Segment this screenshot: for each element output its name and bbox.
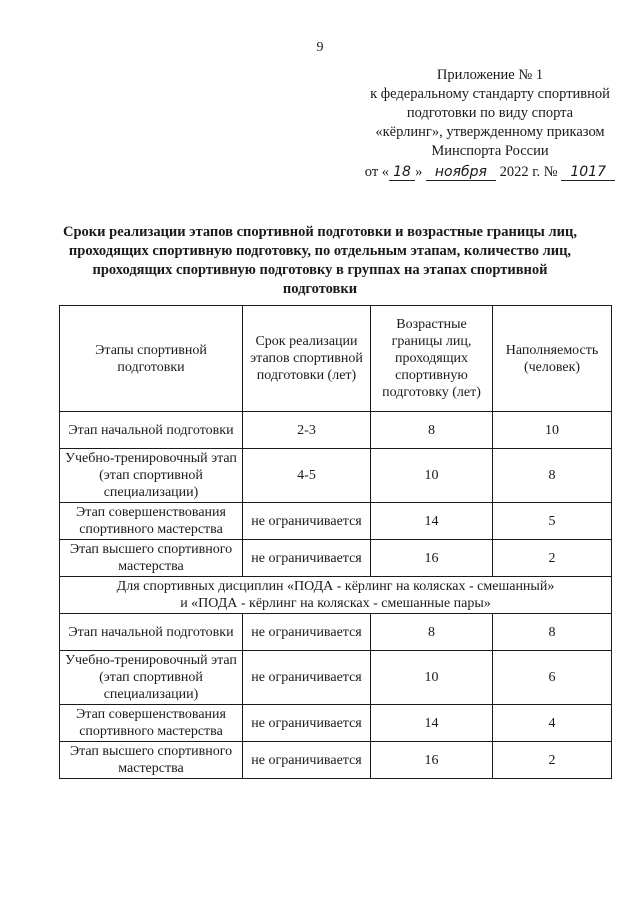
duration-cell: 2-3	[243, 412, 371, 449]
stage-cell: Этап совершенствования спортивного мастерства	[60, 705, 243, 742]
header-cell: Этапы спортивной подготовки	[60, 306, 243, 412]
table-row	[60, 651, 612, 705]
group-size-cell: 8	[493, 449, 612, 503]
duration-cell: 4-5	[243, 449, 371, 503]
stage-cell: Этап высшего спортивного мастерства	[60, 742, 243, 779]
duration-cell: не ограничивается	[243, 503, 371, 540]
age-cell: 10	[371, 449, 493, 503]
header-cell: Возрастные границы лиц, проходящих спортивную подготовку (лет)	[371, 306, 493, 412]
section-line: и «ПОДА - кёрлинг на колясках - смешанные пары»	[180, 596, 491, 611]
header-cell: Наполняемость (человек)	[493, 306, 612, 412]
section-line: Для спортивных дисциплин «ПОДА - кёрлинг на колясках - смешанный»	[116, 579, 555, 594]
section-row	[60, 577, 612, 614]
age-cell: 8	[371, 614, 493, 651]
order-date-line	[340, 163, 640, 182]
group-size-cell: 8	[493, 614, 612, 651]
group-size-cell: 6	[493, 651, 612, 705]
section-header-cell	[60, 577, 612, 614]
date-prefix: от «	[364, 164, 390, 180]
appendix-line: к федеральному стандарту спортивной	[370, 86, 610, 102]
group-size-cell: 4	[493, 705, 612, 742]
handwritten-order-number: 1017	[561, 165, 615, 181]
year-text: 2022 г. №	[499, 164, 558, 180]
table-row	[60, 540, 612, 577]
header-cell: Срок реализации этапов спортивной подготовки (лет)	[243, 306, 371, 412]
age-cell: 14	[371, 705, 493, 742]
appendix-line: «кёрлинг», утвержденному приказом	[375, 124, 605, 140]
table-row	[60, 449, 612, 503]
group-size-cell: 2	[493, 540, 612, 577]
age-cell: 8	[371, 412, 493, 449]
appendix-block	[340, 66, 640, 182]
handwritten-month: ноября	[426, 165, 496, 181]
table-row	[60, 705, 612, 742]
training-stages-table	[59, 305, 612, 779]
handwritten-day: 18	[389, 165, 415, 181]
group-size-cell: 10	[493, 412, 612, 449]
stage-cell: Этап высшего спортивного мастерства	[60, 540, 243, 577]
table-row	[60, 742, 612, 779]
duration-cell: не ограничивается	[243, 705, 371, 742]
age-cell: 16	[371, 540, 493, 577]
page-number: 9	[316, 40, 324, 55]
duration-cell: не ограничивается	[243, 540, 371, 577]
appendix-line: подготовки по виду спорта	[406, 105, 574, 121]
appendix-line: Приложение № 1	[436, 67, 544, 83]
group-size-cell: 5	[493, 503, 612, 540]
stage-cell: Учебно-тренировочный этап (этап спортивной специализации)	[60, 449, 243, 503]
stage-cell: Учебно-тренировочный этап (этап спортивной специализации)	[60, 651, 243, 705]
stage-cell: Этап начальной подготовки	[60, 412, 243, 449]
age-cell: 10	[371, 651, 493, 705]
table-header-row	[60, 306, 612, 412]
date-quote-close: »	[415, 164, 423, 180]
table-row	[60, 614, 612, 651]
age-cell: 16	[371, 742, 493, 779]
age-cell: 14	[371, 503, 493, 540]
group-size-cell: 2	[493, 742, 612, 779]
duration-cell: не ограничивается	[243, 742, 371, 779]
document-title: Сроки реализации этапов спортивной подготовки и возрастные границы лиц, проходящих спортивную подготовку, по отдельным этапам, количество лиц, проходящих спортивную подготовку в группах на этапах спортивной подготовки	[63, 224, 577, 297]
table-row	[60, 412, 612, 449]
table-row	[60, 503, 612, 540]
duration-cell: не ограничивается	[243, 614, 371, 651]
stage-cell: Этап начальной подготовки	[60, 614, 243, 651]
duration-cell: не ограничивается	[243, 651, 371, 705]
stage-cell: Этап совершенствования спортивного мастерства	[60, 503, 243, 540]
appendix-line: Минспорта России	[431, 143, 549, 159]
